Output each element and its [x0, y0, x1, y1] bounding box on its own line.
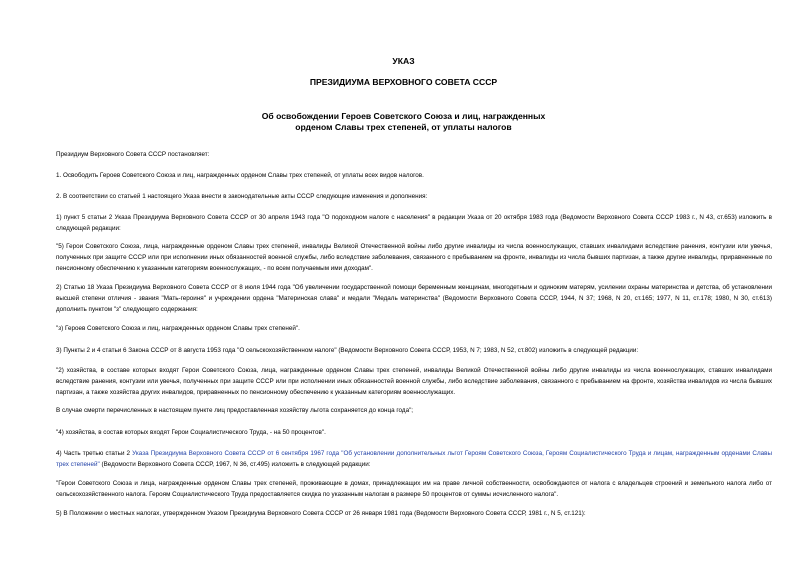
- paragraph-7: 3) Пункты 2 и 4 статьи 6 Закона СССР от 8 августа 1953 года "О сельскохозяйственном налоге" (Ведомости Верховного Совета СССР, 1953, N 7; 1983, N 52, ст.802) изложить в следующей редакции:: [56, 347, 639, 354]
- decree-1967-link[interactable]: Указа Президиума Верховного Совета СССР от 6 сентября 1967 года "Об установлении дополнительных льгот Героям Советского Союза, Героям Социалистического Труда и лицам, награжденным орденами Славы трех степеней": [56, 450, 772, 468]
- decree-title: УКАЗ: [392, 56, 415, 66]
- paragraph-11-prefix: 4) Часть третью статьи 2: [56, 450, 133, 457]
- paragraph-2: 2. В соответствии со статьей 1 настоящего Указа внести в законодательные акты СССР следующие изменения и дополнения:: [56, 193, 428, 200]
- paragraph-13: 5) В Положении о местных налогах, утвержденном Указом Президиума Верховного Совета СССР от 26 января 1981 года (Ведомости Верховного Совета СССР, 1981 г., N 5, ст.121):: [56, 510, 586, 517]
- paragraph-6: "з) Героев Советского Союза и лиц, награжденных орденом Славы трех степеней".: [56, 325, 300, 332]
- subtitle-line-2: орденом Славы трех степеней, от уплаты налогов: [295, 122, 512, 132]
- paragraph-11: [56, 449, 772, 471]
- paragraph-8: "2) хозяйства, в составе которых входят Герои Советского Союза, лица, награжденные орденом Славы трех степеней, инвалиды Великой Отечественной войны либо другие инвалиды из числа военнослужащих, ставших инвалидами вследствие ранения, контузии или увечья, полученных при защите СССР или при исполнении иных обязанностей военной службы, либо вследствие заболевания, связанного с пребыванием на фронте, хозяйства инвалидов из числа бывших партизан, а также хозяйства других инвалидов, приравненных по пенсионному обеспечению к указанным категориям военнослужащих.: [56, 367, 772, 396]
- paragraph-12: "Герои Советского Союза и лица, награжденные орденом Славы трех степеней, проживающие в домах, принадлежащих им на праве личной собственности, освобождаются от налога с владельцев строений и земельного налога либо от сельскохозяйственного налога. Героям Социалистического Труда предоставляется скидка по указанным налогам в размере 50 процентов от суммы исчисленного налога".: [56, 480, 772, 498]
- paragraph-intro: Президиум Верховного Совета СССР постановляет:: [56, 151, 210, 158]
- paragraph-11-suffix: (Ведомости Верховного Совета СССР, 1967, N 36, ст.495) изложить в следующей редакции:: [99, 460, 371, 468]
- paragraph-5: 2) Статью 18 Указа Президиума Верховного Совета СССР от 8 июля 1944 года "Об увеличении государственной помощи беременным женщинам, многодетным и одиноким матерям, усилении охраны материнства и детства, об установлении высшей степени отличия - звания "Мать-героиня" и учреждении ордена "Материнская слава" и медали "Медаль материнства" (Ведомости Верховного Совета СССР, 1944, N 37; 1968, N 20, ст.165; 1977, N 11, ст.178; 1980, N 30, ст.613) дополнить пунктом "з" следующего содержания:: [56, 284, 772, 313]
- paragraph-10: "4) хозяйства, в состав которых входят Герои Социалистического Труда, - на 50 процентов".: [56, 429, 326, 436]
- issuer-title: ПРЕЗИДИУМА ВЕРХОВНОГО СОВЕТА СССР: [309, 77, 498, 87]
- paragraph-3: 1) пункт 5 статьи 2 Указа Президиума Верховного Совета СССР от 30 апреля 1943 года "О подоходном налоге с населения" в редакции Указа от 20 октября 1983 года (Ведомости Верховного Совета СССР 1983 г., N 43, ст.653) изложить в следующей редакции:: [56, 214, 772, 232]
- paragraph-4: "5) Герои Советского Союза, лица, награжденные орденом Славы трех степеней, инвалиды Великой Отечественной войны либо другие инвалиды из числа военнослужащих, ставших инвалидами вследствие ранения, контузии или увечья, полученных при защите СССР или при исполнении иных обязанностей военной службы, либо вследствие заболевания, связанного с пребыванием на фронте, инвалиды из числа бывших партизан, а также другие инвалиды, приравненные по пенсионному обеспечению к указанным категориям военнослужащих, - по всем получаемым ими доходам".: [56, 243, 772, 272]
- paragraph-9: В случае смерти перечисленных в настоящем пункте лиц предоставленная хозяйству льгота сохраняется до конца года";: [56, 407, 414, 414]
- subtitle-line-1: Об освобождении Героев Советского Союза и лиц, награжденных: [261, 111, 546, 121]
- paragraph-1: 1. Освободить Героев Советского Союза и лиц, награжденных орденом Славы трех степеней, от уплаты всех видов налогов.: [56, 172, 424, 179]
